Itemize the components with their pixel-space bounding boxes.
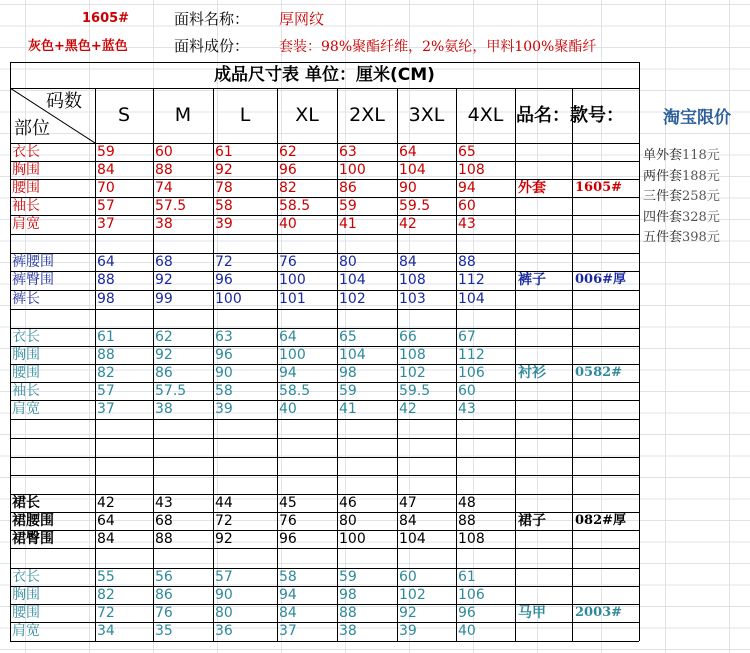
- taobao-price-label: 单外套: [643, 148, 683, 163]
- size-value-cell: 58: [215, 198, 233, 214]
- size-value-cell: 60: [399, 569, 417, 585]
- size-value-cell: 37: [279, 623, 297, 639]
- size-value-cell: 80: [339, 513, 357, 529]
- header-code: 1605#: [82, 11, 130, 26]
- size-value-cell: 61: [215, 144, 233, 160]
- size-value-cell: 68: [155, 513, 173, 529]
- grid-hline: [10, 346, 639, 347]
- grid-hline: [10, 62, 639, 63]
- product-style-header: 品名：款号：: [516, 105, 624, 126]
- size-value-cell: 63: [215, 329, 233, 345]
- size-value-cell: 62: [155, 329, 173, 345]
- taobao-price-value: 398元: [682, 230, 720, 245]
- size-value-cell: 88: [155, 531, 173, 547]
- size-value-cell: 38: [155, 401, 173, 417]
- size-value-cell: 59: [339, 383, 357, 399]
- size-value-cell: 57.5: [155, 383, 187, 399]
- grid-hline: [10, 512, 639, 513]
- size-value-cell: 84: [279, 605, 297, 621]
- grid-hline: [10, 179, 639, 180]
- size-value-cell: 104: [339, 347, 366, 363]
- grid-vline: [153, 88, 154, 641]
- size-value-cell: 92: [399, 605, 417, 621]
- size-value-cell: 59.5: [399, 198, 431, 214]
- size-value-cell: 88: [339, 605, 357, 621]
- size-value-cell: 46: [339, 495, 357, 511]
- fabric-composition-label: 面料成份：: [174, 37, 250, 55]
- size-value-cell: 100: [279, 272, 306, 288]
- size-value-cell: 84: [399, 513, 417, 529]
- size-value-cell: 88: [155, 162, 173, 178]
- size-value-cell: 108: [458, 162, 485, 178]
- grid-hline: [10, 494, 639, 495]
- part-label: 裙腰围: [12, 513, 54, 529]
- size-value-cell: 39: [399, 623, 417, 639]
- fabric-composition-value: 套装：98%聚酯纤维，2%氨纶，甲料100%聚酯纤: [279, 39, 597, 55]
- part-label: 胸围: [12, 347, 40, 363]
- size-value-cell: 67: [458, 329, 476, 345]
- size-value-cell: 61: [458, 569, 476, 585]
- size-value-cell: 37: [97, 401, 115, 417]
- size-value-cell: 94: [279, 587, 297, 603]
- part-label: 裤长: [12, 291, 40, 307]
- size-value-cell: 112: [458, 272, 485, 288]
- size-value-cell: 63: [339, 144, 357, 160]
- size-value-cell: 59: [339, 569, 357, 585]
- grid-vline: [95, 88, 96, 641]
- size-value-cell: 84: [97, 162, 115, 178]
- product-name: 衬衫: [518, 365, 546, 381]
- size-value-cell: 82: [97, 365, 115, 381]
- grid-hline: [10, 88, 639, 89]
- part-label: 袖长: [12, 198, 40, 214]
- size-value-cell: 78: [215, 180, 233, 196]
- grid-hline: [10, 143, 639, 144]
- size-value-cell: 60: [458, 383, 476, 399]
- size-value-cell: 57.5: [155, 198, 187, 214]
- grid-hline: [10, 309, 639, 310]
- part-label: 肩宽: [12, 623, 40, 639]
- fabric-name-label: 面料名称：: [174, 10, 250, 28]
- grid-vline: [277, 88, 278, 641]
- grid-hline: [10, 253, 639, 254]
- size-value-cell: 39: [215, 216, 233, 232]
- size-value-cell: 90: [215, 587, 233, 603]
- grid-hline: [10, 328, 639, 329]
- size-header-4xl: 4XL: [467, 104, 504, 126]
- size-value-cell: 104: [399, 162, 426, 178]
- size-value-cell: 42: [399, 216, 417, 232]
- size-value-cell: 99: [155, 291, 173, 307]
- size-value-cell: 86: [339, 180, 357, 196]
- grid-hline: [10, 475, 639, 476]
- size-value-cell: 92: [215, 162, 233, 178]
- taobao-price-label: 三件套: [643, 189, 683, 204]
- size-value-cell: 76: [155, 605, 173, 621]
- taobao-price-value: 258元: [682, 189, 720, 204]
- size-value-cell: 88: [458, 513, 476, 529]
- grid-vline: [10, 88, 11, 641]
- size-header-xl: XL: [295, 104, 319, 126]
- size-value-cell: 80: [215, 605, 233, 621]
- size-value-cell: 45: [279, 495, 297, 511]
- size-value-cell: 104: [399, 531, 426, 547]
- style-number: 082#厚: [575, 513, 627, 528]
- size-value-cell: 36: [215, 623, 233, 639]
- size-value-cell: 90: [399, 180, 417, 196]
- size-header-l: L: [239, 104, 251, 126]
- size-value-cell: 43: [458, 216, 476, 232]
- size-value-cell: 57: [215, 569, 233, 585]
- size-header-m: M: [174, 104, 192, 126]
- size-value-cell: 104: [339, 272, 366, 288]
- size-value-cell: 60: [458, 198, 476, 214]
- size-value-cell: 84: [399, 254, 417, 270]
- size-value-cell: 102: [399, 587, 426, 603]
- size-value-cell: 57: [97, 198, 115, 214]
- size-value-cell: 39: [215, 401, 233, 417]
- size-value-cell: 100: [215, 291, 242, 307]
- size-header-2xl: 2XL: [349, 104, 385, 126]
- size-value-cell: 56: [155, 569, 173, 585]
- part-label: 腰围: [12, 365, 40, 381]
- size-value-cell: 103: [399, 291, 426, 307]
- size-value-cell: 40: [279, 401, 297, 417]
- grid-hline: [10, 234, 639, 235]
- size-value-cell: 92: [155, 347, 173, 363]
- size-value-cell: 41: [339, 401, 357, 417]
- size-value-cell: 64: [399, 144, 417, 160]
- size-value-cell: 65: [339, 329, 357, 345]
- size-value-cell: 80: [339, 254, 357, 270]
- size-value-cell: 94: [458, 180, 476, 196]
- taobao-price-value: 118元: [682, 148, 720, 163]
- size-value-cell: 106: [458, 365, 485, 381]
- size-value-cell: 82: [97, 587, 115, 603]
- size-value-cell: 66: [399, 329, 417, 345]
- size-value-cell: 106: [458, 587, 485, 603]
- size-value-cell: 62: [279, 144, 297, 160]
- size-value-cell: 59: [339, 198, 357, 214]
- size-value-cell: 86: [155, 587, 173, 603]
- style-number: 2003#: [575, 605, 623, 620]
- size-value-cell: 38: [155, 216, 173, 232]
- part-label: 衣长: [12, 329, 40, 345]
- size-value-cell: 43: [155, 495, 173, 511]
- grid-hline: [10, 215, 639, 216]
- grid-hline: [10, 382, 639, 383]
- grid-hline: [10, 586, 639, 587]
- size-value-cell: 108: [458, 531, 485, 547]
- size-value-cell: 44: [215, 495, 233, 511]
- size-value-cell: 82: [279, 180, 297, 196]
- size-value-cell: 102: [339, 291, 366, 307]
- size-value-cell: 76: [279, 254, 297, 270]
- grid-vline: [337, 88, 338, 641]
- size-value-cell: 98: [97, 291, 115, 307]
- corner-size-label: 码数: [46, 91, 82, 112]
- grid-hline: [10, 197, 639, 198]
- grid-hline: [10, 161, 639, 162]
- size-value-cell: 100: [339, 162, 366, 178]
- color-options: 灰色+黑色+蓝色: [28, 39, 128, 54]
- grid-hline: [10, 457, 639, 458]
- taobao-price-label: 两件套: [643, 168, 683, 184]
- size-header-3xl: 3XL: [408, 104, 445, 126]
- size-value-cell: 108: [399, 272, 426, 288]
- product-name: 马甲: [518, 605, 546, 621]
- part-label: 腰围: [12, 180, 40, 196]
- size-value-cell: 100: [339, 531, 366, 547]
- part-label: 裙臀围: [12, 531, 54, 547]
- taobao-price-item: [643, 208, 749, 228]
- grid-hline: [10, 364, 639, 365]
- size-value-cell: 48: [458, 495, 476, 511]
- part-label: 肩宽: [12, 216, 40, 232]
- size-value-cell: 96: [215, 347, 233, 363]
- grid-hline: [10, 419, 639, 420]
- grid-hline: [10, 604, 639, 605]
- size-value-cell: 88: [97, 272, 115, 288]
- size-value-cell: 42: [97, 495, 115, 511]
- size-value-cell: 65: [458, 144, 476, 160]
- grid-vline: [397, 88, 398, 641]
- size-value-cell: 35: [155, 623, 173, 639]
- size-value-cell: 86: [155, 365, 173, 381]
- style-number: 1605#: [575, 180, 623, 195]
- part-label: 袖长: [12, 383, 40, 399]
- grid-vline: [515, 88, 516, 641]
- grid-hline: [10, 271, 639, 272]
- size-header-s: S: [117, 104, 131, 126]
- size-value-cell: 64: [97, 254, 115, 270]
- grid-vline: [639, 88, 640, 641]
- size-value-cell: 59: [97, 144, 115, 160]
- size-value-cell: 92: [215, 531, 233, 547]
- grid-hline: [10, 622, 639, 623]
- size-value-cell: 58: [215, 383, 233, 399]
- size-value-cell: 64: [279, 329, 297, 345]
- taobao-price-label: 四件套: [643, 209, 683, 225]
- size-value-cell: 98: [339, 587, 357, 603]
- taobao-price-title: 淘宝限价: [663, 108, 731, 128]
- part-label: 胸围: [12, 162, 40, 178]
- grid-hline: [10, 400, 639, 401]
- size-value-cell: 58.5: [279, 383, 311, 399]
- taobao-price-item: [643, 167, 749, 187]
- size-value-cell: 98: [339, 365, 357, 381]
- part-label: 裙长: [12, 495, 40, 511]
- size-value-cell: 37: [97, 216, 115, 232]
- size-value-cell: 96: [279, 162, 297, 178]
- part-label: 腰围: [12, 605, 40, 621]
- part-label: 肩宽: [12, 401, 40, 417]
- grid-hline: [10, 548, 639, 549]
- size-value-cell: 72: [97, 605, 115, 621]
- size-value-cell: 96: [279, 531, 297, 547]
- size-value-cell: 76: [279, 513, 297, 529]
- size-value-cell: 88: [458, 254, 476, 270]
- product-name: 外套: [518, 180, 546, 196]
- fabric-name-value: 厚网纹: [279, 10, 325, 28]
- size-value-cell: 40: [458, 623, 476, 639]
- size-value-cell: 74: [155, 180, 173, 196]
- grid-vline: [213, 88, 214, 641]
- part-label: 衣长: [12, 144, 40, 160]
- grid-hline: [10, 290, 639, 291]
- size-value-cell: 68: [155, 254, 173, 270]
- size-value-cell: 100: [279, 347, 306, 363]
- size-value-cell: 61: [97, 329, 115, 345]
- taobao-price-value: 328元: [682, 209, 720, 225]
- taobao-price-item: [643, 228, 749, 248]
- size-value-cell: 104: [458, 291, 485, 307]
- style-number: 0582#: [575, 365, 623, 380]
- part-label: 胸围: [12, 587, 40, 603]
- grid-hline: [10, 530, 639, 531]
- corner-part-label: 部位: [14, 118, 50, 139]
- taobao-price-value: 188元: [682, 168, 720, 184]
- size-value-cell: 108: [399, 347, 426, 363]
- size-value-cell: 58: [279, 569, 297, 585]
- grid-hline: [10, 641, 639, 642]
- grid-vline: [456, 88, 457, 641]
- size-value-cell: 42: [399, 401, 417, 417]
- size-value-cell: 55: [97, 569, 115, 585]
- table-title: 成品尺寸表 单位：厘米(CM): [214, 65, 435, 85]
- size-value-cell: 59.5: [399, 383, 431, 399]
- size-value-cell: 40: [279, 216, 297, 232]
- size-value-cell: 72: [215, 513, 233, 529]
- taobao-price-label: 五件套: [643, 230, 683, 245]
- size-value-cell: 92: [155, 272, 173, 288]
- size-value-cell: 47: [399, 495, 417, 511]
- size-value-cell: 41: [339, 216, 357, 232]
- size-value-cell: 94: [279, 365, 297, 381]
- grid-vline-outer: [10, 62, 11, 88]
- style-number: 006#厚: [575, 272, 627, 287]
- size-value-cell: 57: [97, 383, 115, 399]
- size-value-cell: 58.5: [279, 198, 311, 214]
- grid-hline: [10, 568, 639, 569]
- size-value-cell: 96: [215, 272, 233, 288]
- part-label: 裤腰围: [12, 254, 54, 270]
- size-value-cell: 38: [339, 623, 357, 639]
- part-label: 衣长: [12, 569, 40, 585]
- size-value-cell: 72: [215, 254, 233, 270]
- product-name: 裤子: [518, 272, 546, 288]
- size-value-cell: 70: [97, 180, 115, 196]
- size-value-cell: 90: [215, 365, 233, 381]
- size-value-cell: 64: [97, 513, 115, 529]
- product-name: 裙子: [518, 513, 546, 529]
- size-value-cell: 88: [97, 347, 115, 363]
- size-value-cell: 101: [279, 291, 306, 307]
- size-value-cell: 34: [97, 623, 115, 639]
- size-value-cell: 112: [458, 347, 485, 363]
- grid-vline: [572, 88, 573, 641]
- size-value-cell: 96: [458, 605, 476, 621]
- grid-hline: [10, 438, 639, 439]
- size-value-cell: 60: [155, 144, 173, 160]
- size-value-cell: 102: [399, 365, 426, 381]
- grid-vline-outer: [639, 62, 640, 88]
- part-label: 裤臀围: [12, 272, 54, 288]
- taobao-price-item: [643, 146, 749, 166]
- size-value-cell: 43: [458, 401, 476, 417]
- taobao-price-item: [643, 187, 749, 207]
- size-value-cell: 84: [97, 531, 115, 547]
